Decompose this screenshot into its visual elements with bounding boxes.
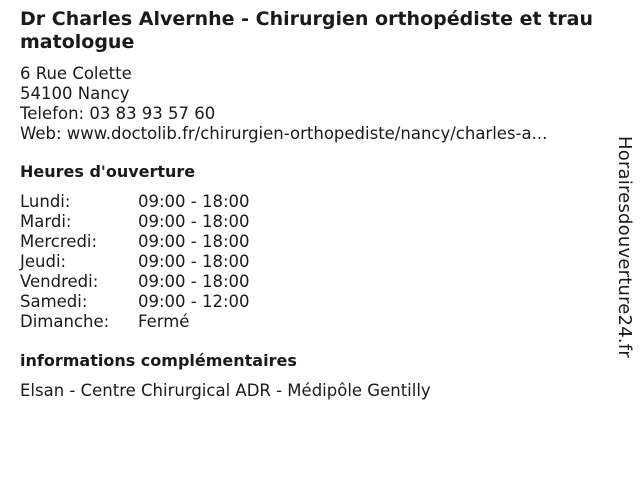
street-address: 6 Rue Colette (20, 64, 132, 83)
page-title: Dr Charles Alvernhe - Chirurgien orthopédiste et traumatologue (20, 8, 594, 53)
day-hours: 09:00 - 18:00 (138, 252, 250, 271)
day-hours: 09:00 - 18:00 (138, 212, 250, 231)
city-address: 54100 Nancy (20, 84, 130, 103)
day-label: Mercredi: (20, 232, 98, 251)
hours-row-thursday (20, 252, 250, 272)
day-label: Dimanche: (20, 312, 110, 331)
opening-hours-table (20, 192, 250, 332)
day-hours: Fermé (138, 312, 190, 331)
additional-info-text: Elsan - Centre Chirurgical ADR - Médipôle Gentilly (20, 381, 431, 400)
opening-hours-heading: Heures d'ouverture (20, 162, 196, 181)
day-label: Mardi: (20, 212, 72, 231)
day-hours: 09:00 - 18:00 (138, 232, 250, 251)
day-label: Lundi: (20, 192, 71, 211)
day-hours: 09:00 - 18:00 (138, 272, 250, 291)
day-hours: 09:00 - 12:00 (138, 292, 250, 311)
day-label: Jeudi: (20, 252, 67, 271)
hours-row-saturday (20, 292, 250, 312)
phone-number: Telefon: 03 83 93 57 60 (20, 104, 216, 123)
day-label: Samedi: (20, 292, 88, 311)
hours-row-friday (20, 272, 250, 292)
day-label: Vendredi: (20, 272, 99, 291)
hours-row-monday (20, 192, 250, 212)
day-hours: 09:00 - 18:00 (138, 192, 250, 211)
website-link[interactable]: Web: www.doctolib.fr/chirurgien-orthopediste/nancy/charles-a... (20, 124, 548, 143)
brand-watermark: Horairesdouverture24.fr (614, 136, 635, 358)
practice-card (20, 8, 600, 401)
hours-row-wednesday (20, 232, 250, 252)
hours-row-sunday (20, 312, 250, 332)
hours-row-tuesday (20, 212, 250, 232)
additional-info-heading: informations complémentaires (20, 351, 297, 370)
